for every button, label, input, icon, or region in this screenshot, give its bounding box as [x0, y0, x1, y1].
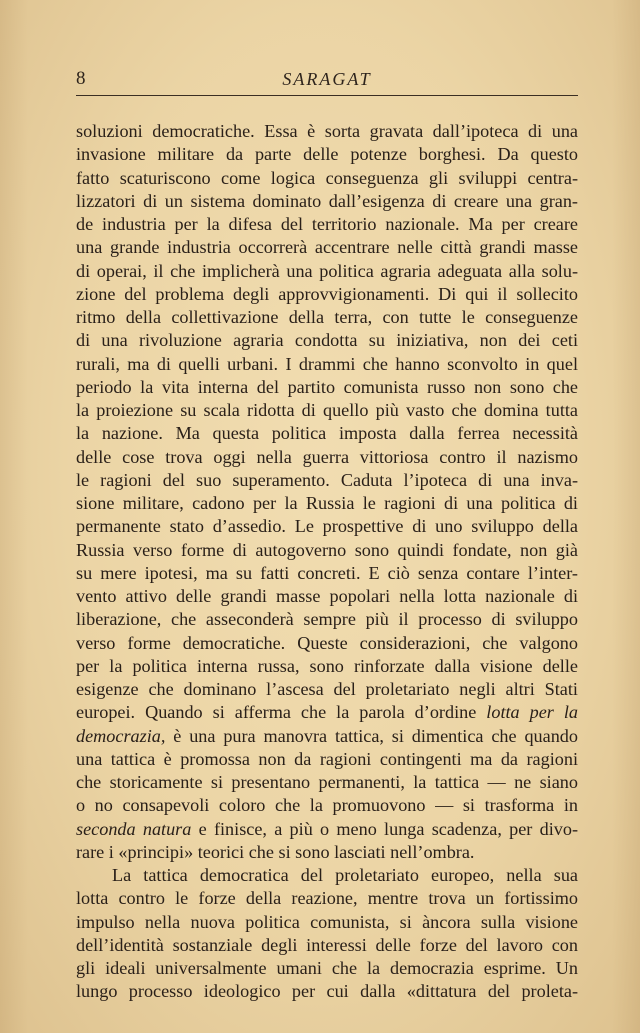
text-line: lotta contro le forze della reazione, mentre trova un fortissimo: [76, 888, 578, 909]
text-line: fatto scaturiscono come logica conseguenza gli sviluppi centra-: [76, 167, 578, 188]
text-line: soluzioni democratiche. Essa è sorta gravata dall’ipoteca di una: [76, 121, 578, 141]
text-line: la nazione. Ma questa politica imposta dalla ferrea necessità: [76, 423, 578, 444]
text-line: [76, 725, 578, 748]
text-line: La tattica democratica del proletariato europeo, nella sua: [112, 865, 578, 885]
text-line: su mere ipotesi, ma su fatti concreti. E ciò senza contare l’inter-: [76, 562, 578, 583]
text-line: la proiezione su scala ridotta di quello più vasto che domina tutta: [76, 400, 578, 420]
text-line: Russia verso forme di autogoverno sono quindi fondate, non già: [76, 539, 578, 560]
text-line: una grande industria occorrerà accentrare nelle città grandi masse: [76, 237, 578, 258]
text-line: una tattica è promossa non da ragioni contingenti ma da ragioni: [76, 748, 578, 769]
text-line: di operai, il che implicherà una politica agraria adeguata alla solu-: [76, 260, 578, 281]
text-line: invasione militare da parte delle potenze borghesi. Da questo: [76, 144, 578, 165]
text-line: lizzatori di un sistema dominato dall’esigenza di creare una gran-: [76, 190, 578, 211]
text-line: delle cose trova oggi nella guerra vittoriosa contro il nazismo: [76, 446, 578, 467]
italic-phrase: democrazia,: [76, 725, 166, 746]
text-line: liberazione, che asseconderà sempre più il processo di sviluppo: [76, 609, 578, 630]
text-line: impulso nella nuova politica comunista, si àncora sulla visione: [76, 911, 578, 932]
text-line: permanente stato d’assedio. Le prospettive di uno sviluppo della: [76, 516, 578, 537]
text-line: lungo processo ideologico per cui dalla «dittatura del proleta-: [76, 981, 578, 1002]
italic-phrase: seconda natura: [76, 818, 192, 839]
text-line: rare i «principi» teorici che si sono lasciati nell’ombra.: [76, 841, 475, 862]
text-line: che storicamente si presentano permanenti, la tattica — ne siano: [76, 772, 578, 792]
text-line: dell’identità sostanziale degli interessi delle forze del lavoro con: [76, 934, 578, 955]
text-line: vento attivo delle grandi masse popolari nella lotta nazionale di: [76, 586, 578, 606]
body-text: [76, 120, 578, 1004]
text-line: verso forme democratiche. Queste considerazioni, che valgono: [76, 632, 578, 653]
text-line: ritmo della collettivazione della terra, con tutte le conseguenze: [76, 307, 578, 327]
text-line: sione militare, cadono per la Russia le ragioni di una politica di: [76, 493, 578, 513]
text-line: di una rivoluzione agraria condotta su iniziativa, non dei ceti: [76, 330, 578, 351]
running-title: SARAGAT: [282, 69, 372, 89]
text-line: [76, 818, 578, 841]
text-line: rurali, ma di quelli urbani. I drammi che hanno sconvolto in quel: [76, 353, 578, 374]
text-segment: europei. Quando si afferma che la parola d’ordine: [76, 702, 477, 723]
text-line: zione del problema degli approvvigionamenti. Di qui il sollecito: [76, 283, 578, 304]
text-line: de industria per la difesa del territorio nazionale. Ma per creare: [76, 214, 578, 234]
text-segment: e finisce, a più o meno lunga scadenza, per divo-: [191, 818, 578, 839]
text-line: periodo la vita interna del partito comunista russo non sono che: [76, 376, 578, 397]
text-line: o no consapevoli coloro che la promuovono — si trasforma in: [76, 795, 578, 816]
text-line: [76, 701, 578, 724]
text-segment: è una pura manovra tattica, si dimentica che quando: [165, 725, 578, 746]
italic-phrase: lotta per la: [486, 702, 579, 723]
page-number: 8: [76, 68, 86, 89]
header-rule: [76, 95, 578, 96]
running-head: [76, 67, 578, 91]
text-line: gli ideali universalmente umani che la democrazia esprime. Un: [76, 958, 578, 978]
text-line: le ragioni del suo superamento. Caduta l’ipoteca di una inva-: [76, 469, 578, 490]
text-line: per la politica interna russa, sono rinforzate dalla visione delle: [76, 655, 578, 676]
text-line: esigenze che dominano l’ascesa del proletariato negli altri Stati: [76, 679, 578, 699]
